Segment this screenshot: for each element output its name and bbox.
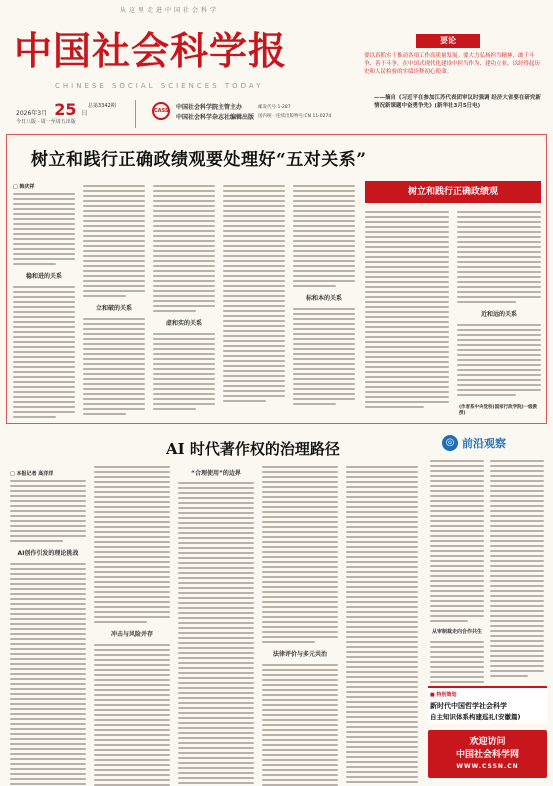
masthead-slogan: 从这里走进中国社会科学	[120, 7, 220, 14]
cssn-promo[interactable]	[428, 730, 547, 778]
frontier-label	[442, 432, 532, 454]
issue-line2: 今日八版 · 周一至周五出版	[16, 119, 76, 125]
date-unit: 日	[81, 110, 88, 117]
frontier-label-text: 前沿观察	[462, 437, 506, 450]
frontier-col-a	[430, 460, 484, 688]
issue-date	[16, 100, 136, 128]
promo-url[interactable]: WWW.CSSN.CN	[456, 763, 519, 770]
cn-line2: 国内统一连续出版物号:CN 11-0274	[258, 114, 332, 119]
cssn-logo: CASS	[152, 102, 170, 120]
headline-col-6	[365, 211, 449, 408]
headline-article	[6, 134, 547, 424]
headline-col-5	[293, 185, 355, 405]
headline-footer-note: (作者系中央党校(国家行政学院)一级教授)	[459, 405, 538, 416]
headline-banner	[365, 181, 541, 203]
subhead-legal-eval: 法律评价与多元共治	[272, 651, 327, 658]
feature-title-2: 自主知识体系构建巡礼(安徽篇)	[430, 713, 521, 721]
yaolun-label	[416, 34, 480, 48]
subhead-ai-theory: AI创作引发的理论挑战	[17, 550, 79, 557]
headline-title: 树立和践行正确政绩观要处理好“五对关系”	[31, 150, 367, 170]
article2-authors: □ 本报记者 高洋洋	[10, 471, 54, 477]
subhead-impact-risk: 冲击与风险并存	[110, 631, 153, 638]
date-year: 2026年3月	[16, 110, 48, 117]
yaolun-source: ——摘自《习近平在参加江苏代表团审议时强调 经济大省要在研究新情况新课题中奋勇争先》(新华社3月5日电)	[374, 95, 541, 109]
masthead-title: 中国社会科学报	[14, 28, 288, 73]
feature-title-1: 新时代中国哲学社会科学	[430, 702, 507, 710]
headline-col-2	[83, 185, 145, 415]
subhead-stability: 稳和进的关系	[25, 273, 62, 280]
date-day: 25	[54, 100, 77, 119]
article2-title: AI 时代著作权的治理路径	[166, 440, 340, 458]
article2-col-5	[346, 466, 418, 786]
subhead-cooperation: 从审制裁走向合作共生	[431, 629, 482, 635]
subhead-virtual-real: 虚和实的关系	[165, 320, 202, 327]
promo-line2: 中国社会科学网	[455, 750, 519, 760]
yaolun-box	[364, 34, 542, 130]
feature-tag: ■ 特别策划	[430, 692, 457, 698]
promo-line1: 欢迎访问	[469, 737, 506, 747]
frontier-col-b	[490, 460, 544, 677]
article2-col-1	[10, 480, 86, 786]
cn-line1: 邮发代号:1-287	[258, 105, 291, 110]
sponsor-line2: 中国社会科学杂志社编辑出版	[176, 114, 255, 121]
article2-col-3	[178, 466, 254, 786]
headline-col-4	[223, 185, 285, 402]
headline-author: □ 韩庆祥	[13, 184, 35, 190]
headline-col-1	[13, 193, 75, 418]
article2-col-4	[262, 466, 338, 786]
subhead-near-far: 近和远的关系	[480, 311, 517, 318]
yaolun-quote: 要以真抓实干推动各项工作高质量发展。要大力弘扬担当精神，敢于斗争、善于斗争，在中国式现代化建设中担当作为、建功立业，以经得起历史和人民检验的实绩诠释初心使命。	[364, 53, 541, 75]
headline-col-7	[457, 211, 541, 396]
cn-block	[258, 104, 358, 119]
article-ai-copyright	[6, 430, 422, 780]
masthead-subtitle: CHINESE SOCIAL SCIENCES TODAY	[55, 82, 264, 90]
subhead-build-break: 立和破的关系	[95, 305, 132, 312]
sidebar-frontier	[428, 430, 547, 780]
issue-line1: 总第3342期	[88, 103, 116, 109]
sponsor-line1: 中国社会科学院主管主办	[176, 104, 243, 111]
headline-col-3	[153, 185, 215, 410]
subhead-fair-use: “合理使用”的边界	[191, 470, 241, 477]
article2-col-2	[94, 466, 170, 786]
subhead-root-branch: 标和本的关系	[305, 295, 342, 302]
yaolun-label-text: 要论	[440, 36, 456, 45]
headline-banner-text: 树立和践行正确政绩观	[407, 187, 498, 197]
feature-box	[428, 686, 547, 724]
frontier-icon: ◎	[442, 435, 458, 451]
